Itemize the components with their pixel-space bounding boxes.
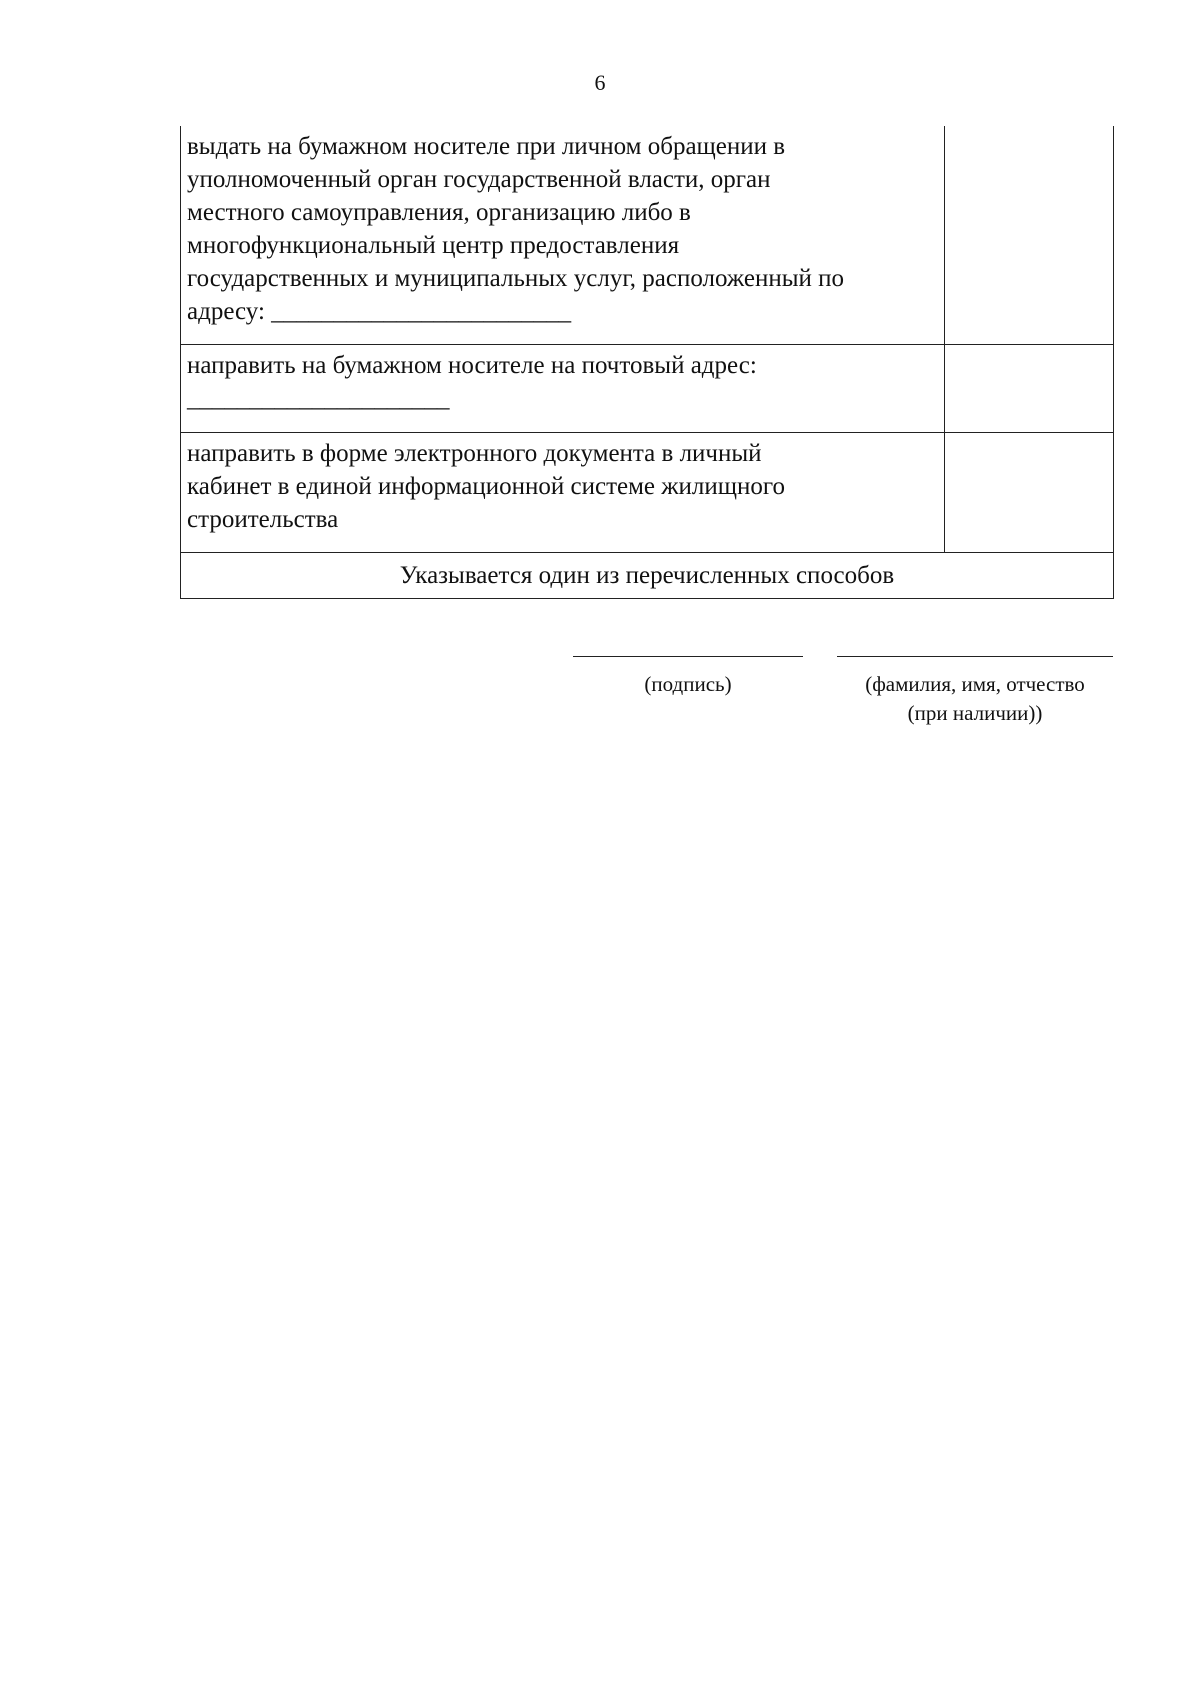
option-row-postal (181, 345, 1114, 433)
option-mark-cell-postal[interactable] (945, 345, 1114, 433)
option-line: направить на бумажном носителе на почтовый адрес: (187, 352, 757, 379)
option-line: выдать на бумажном носителе при личном обращении в (187, 133, 786, 160)
option-row-in-person (181, 126, 1114, 345)
option-text-postal (181, 345, 945, 433)
option-line: направить в форме электронного документа в личный (187, 440, 762, 467)
full-name-caption-line: (при наличии)) (907, 701, 1043, 725)
option-line: адресу: ________________________ (187, 298, 572, 325)
option-line: уполномоченный орган государственной власти, орган (187, 166, 771, 193)
option-mark-cell-in-person[interactable] (945, 126, 1114, 345)
table-footer-row (181, 553, 1114, 599)
option-text-in-person (181, 126, 945, 345)
option-text-electronic (181, 433, 945, 553)
option-line: кабинет в единой информационной системе жилищного (187, 473, 786, 500)
full-name-caption (830, 670, 1120, 728)
full-name-caption-line: (фамилия, имя, отчество (865, 672, 1085, 696)
signature-caption: (подпись) (644, 672, 732, 696)
option-line: _____________________ (187, 385, 450, 412)
option-row-electronic (181, 433, 1114, 553)
full-name-line[interactable] (837, 656, 1113, 657)
option-line: многофункциональный центр предоставления (187, 232, 680, 259)
option-line: местного самоуправления, организацию либо в (187, 199, 691, 226)
option-line: государственных и муниципальных услуг, расположенный по (187, 265, 845, 292)
page-number: 6 (594, 70, 606, 95)
table-footer-note: Указывается один из перечисленных способов (181, 553, 1114, 599)
option-line: строительства (187, 506, 339, 533)
delivery-options-table (180, 126, 1114, 599)
signature-line[interactable] (573, 656, 803, 657)
option-mark-cell-electronic[interactable] (945, 433, 1114, 553)
